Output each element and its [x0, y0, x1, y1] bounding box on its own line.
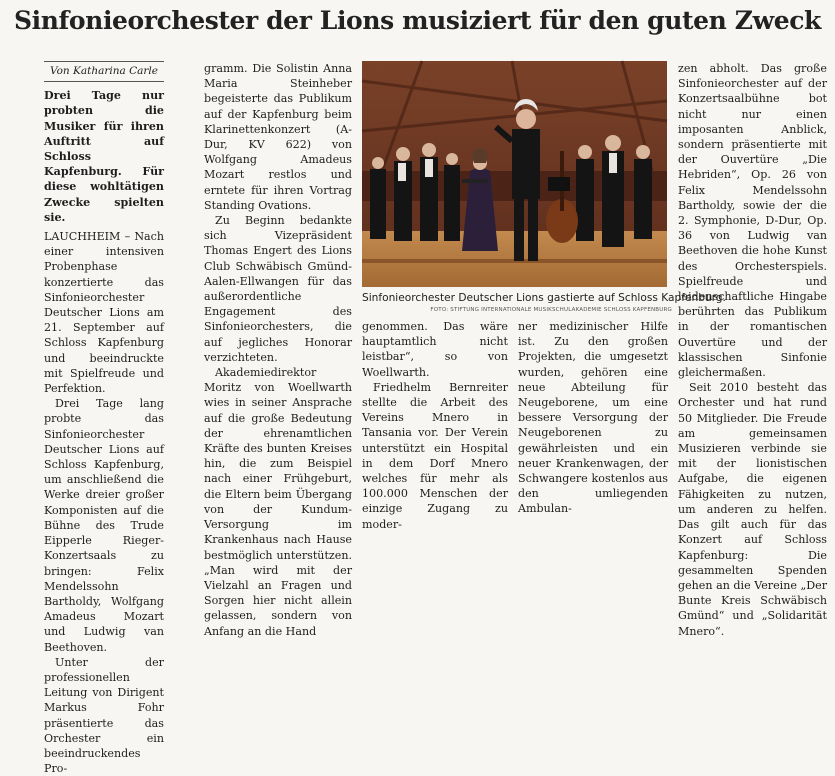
- byline: Von Katharina Carle: [44, 61, 164, 82]
- paragraph: Drei Tage lang probte das Sinfonieorchester Deutscher Lions auf Schloss Kapfenburg, um anschließend die Werke dreier großer Komponisten auf die Bühne des Trude Eipperle Rieger-Konzertsaals zu bringen: Felix Mendelssohn Bartholdy, Wolfgang Amadeus Mozart und Ludwig van Beethoven.: [44, 397, 164, 654]
- article-column-3: [362, 319, 508, 531]
- paragraph: ner medizinischer Hilfe ist. Zu den großen Projekten, die umgesetzt wurden, gehören eine neue Abteilung für Neugeborene, um eine bessere Versorgung der Neugeborenen zu gewährleisten und ein neuer Krankenwagen, der Schwangere kostenlos aus den umliegenden Ambulan-: [518, 320, 668, 516]
- paragraph: zen abholt. Das große Sinfonieorchester auf der Konzertsaalbühne bot nicht nur einen imposanten Anblick, sondern präsentierte mit der Ouvertüre „Die Hebriden“, Op. 26 von Felix Mendelssohn Bartholdy, sowie der die 2. Symphonie, D-Dur, Op. 36 von Ludwig van Beethoven die hohe Kunst des Orchesterspiels. Spielfreude und leidenschaftliche Hingabe berührten das Publikum in der romantischen Ouvertüre und der klassischen Sinfonie gleichermaßen.: [678, 62, 827, 380]
- article-column-1: [44, 61, 164, 776]
- paragraph: Akademiedirektor Moritz von Woellwarth wies in seiner Ansprache auf die große Bedeutung der ehrenamtlichen Kräfte des bunten Kreises hin, die zum Beispiel nach einer Frühgeburt, die Eltern beim Übergang von der Kundum-Versorgung im Krankenhaus nach Hause bestmöglich unterstützen. „Man wird mit der Vielzahl an Fragen und Sorgen hier nicht allein gelassen, sondern von Anfang an die Hand: [204, 366, 352, 638]
- orchestra-photo: [362, 61, 667, 287]
- paragraph: gramm. Die Solistin Anna Maria Steinheber begeisterte das Publikum auf der Kapfenburg beim Klarinettenkonzert (A-Dur, KV 622) von Wolfgang Amadeus Mozart restlos und erntete für ihren Vortrag Standing Ovations.: [204, 62, 352, 212]
- paragraph: Unter der professionellen Leitung von Dirigent Markus Fohr präsentierte das Orchester ein beeindruckendes Pro-: [44, 655, 164, 776]
- orchestra-photo-illustration: [362, 61, 667, 287]
- article-column-5: [678, 61, 827, 638]
- paragraph: LAUCHHEIM – Nach einer intensiven Probenphase konzertierte das Sinfonieorchester Deutscher Lions am 21. September auf Schloss Kapfenburg und beeindruckte mit Spielfreude und Perfektion.: [44, 230, 164, 396]
- paragraph: Seit 2010 besteht das Orchester und hat rund 50 Mitglieder. Die Freude am gemeinsamen Musizieren verbinde sie mit der lionistischen Aufgabe, die eigenen Fähigkeiten zu nutzen, um anderen zu helfen. Das gilt auch für das Konzert auf Schloss Kapfenburg: Die gesammelten Spenden gehen an die Vereine „Der Bunte Kreis Schwäbisch Gmünd“ und „Solidarität Mnero“.: [678, 381, 827, 638]
- photo-credit: FOTO: STIFTUNG INTERNATIONALE MUSIKSCHULAKADEMIE SCHLOSS KAPFENBURG: [430, 307, 672, 313]
- article-column-2: [204, 61, 352, 638]
- paragraph: Zu Beginn bedankte sich Vizepräsident Thomas Engert des Lions Club Schwäbisch Gmünd-Aalen-Ellwangen für das außerordentliche Engagement des Sinfonieorchesters, die auf jegliches Honorar verzichteten.: [204, 214, 352, 364]
- lead-paragraph: Drei Tage nur probten die Musiker für ihren Auftritt auf Schloss Kapfenburg. Für diese wohltätigen Zwecke spielten sie.: [44, 89, 164, 224]
- paragraph: genommen. Das wäre hauptamtlich nicht leistbar“, so von Woellwarth.: [362, 320, 508, 379]
- article-headline: Sinfonieorchester der Lions musiziert für den guten Zweck: [14, 6, 821, 35]
- photo-caption: Sinfonieorchester Deutscher Lions gastierte auf Schloss Kapfenburg.: [362, 292, 726, 304]
- paragraph: Friedhelm Bernreiter stellte die Arbeit des Vereins Mnero in Tansania vor. Der Verein unterstützt ein Hospital in dem Dorf Mnero welches für mehr als 100.000 Menschen der einzige Zugang zu moder-: [362, 380, 508, 531]
- article-column-4: [518, 319, 668, 516]
